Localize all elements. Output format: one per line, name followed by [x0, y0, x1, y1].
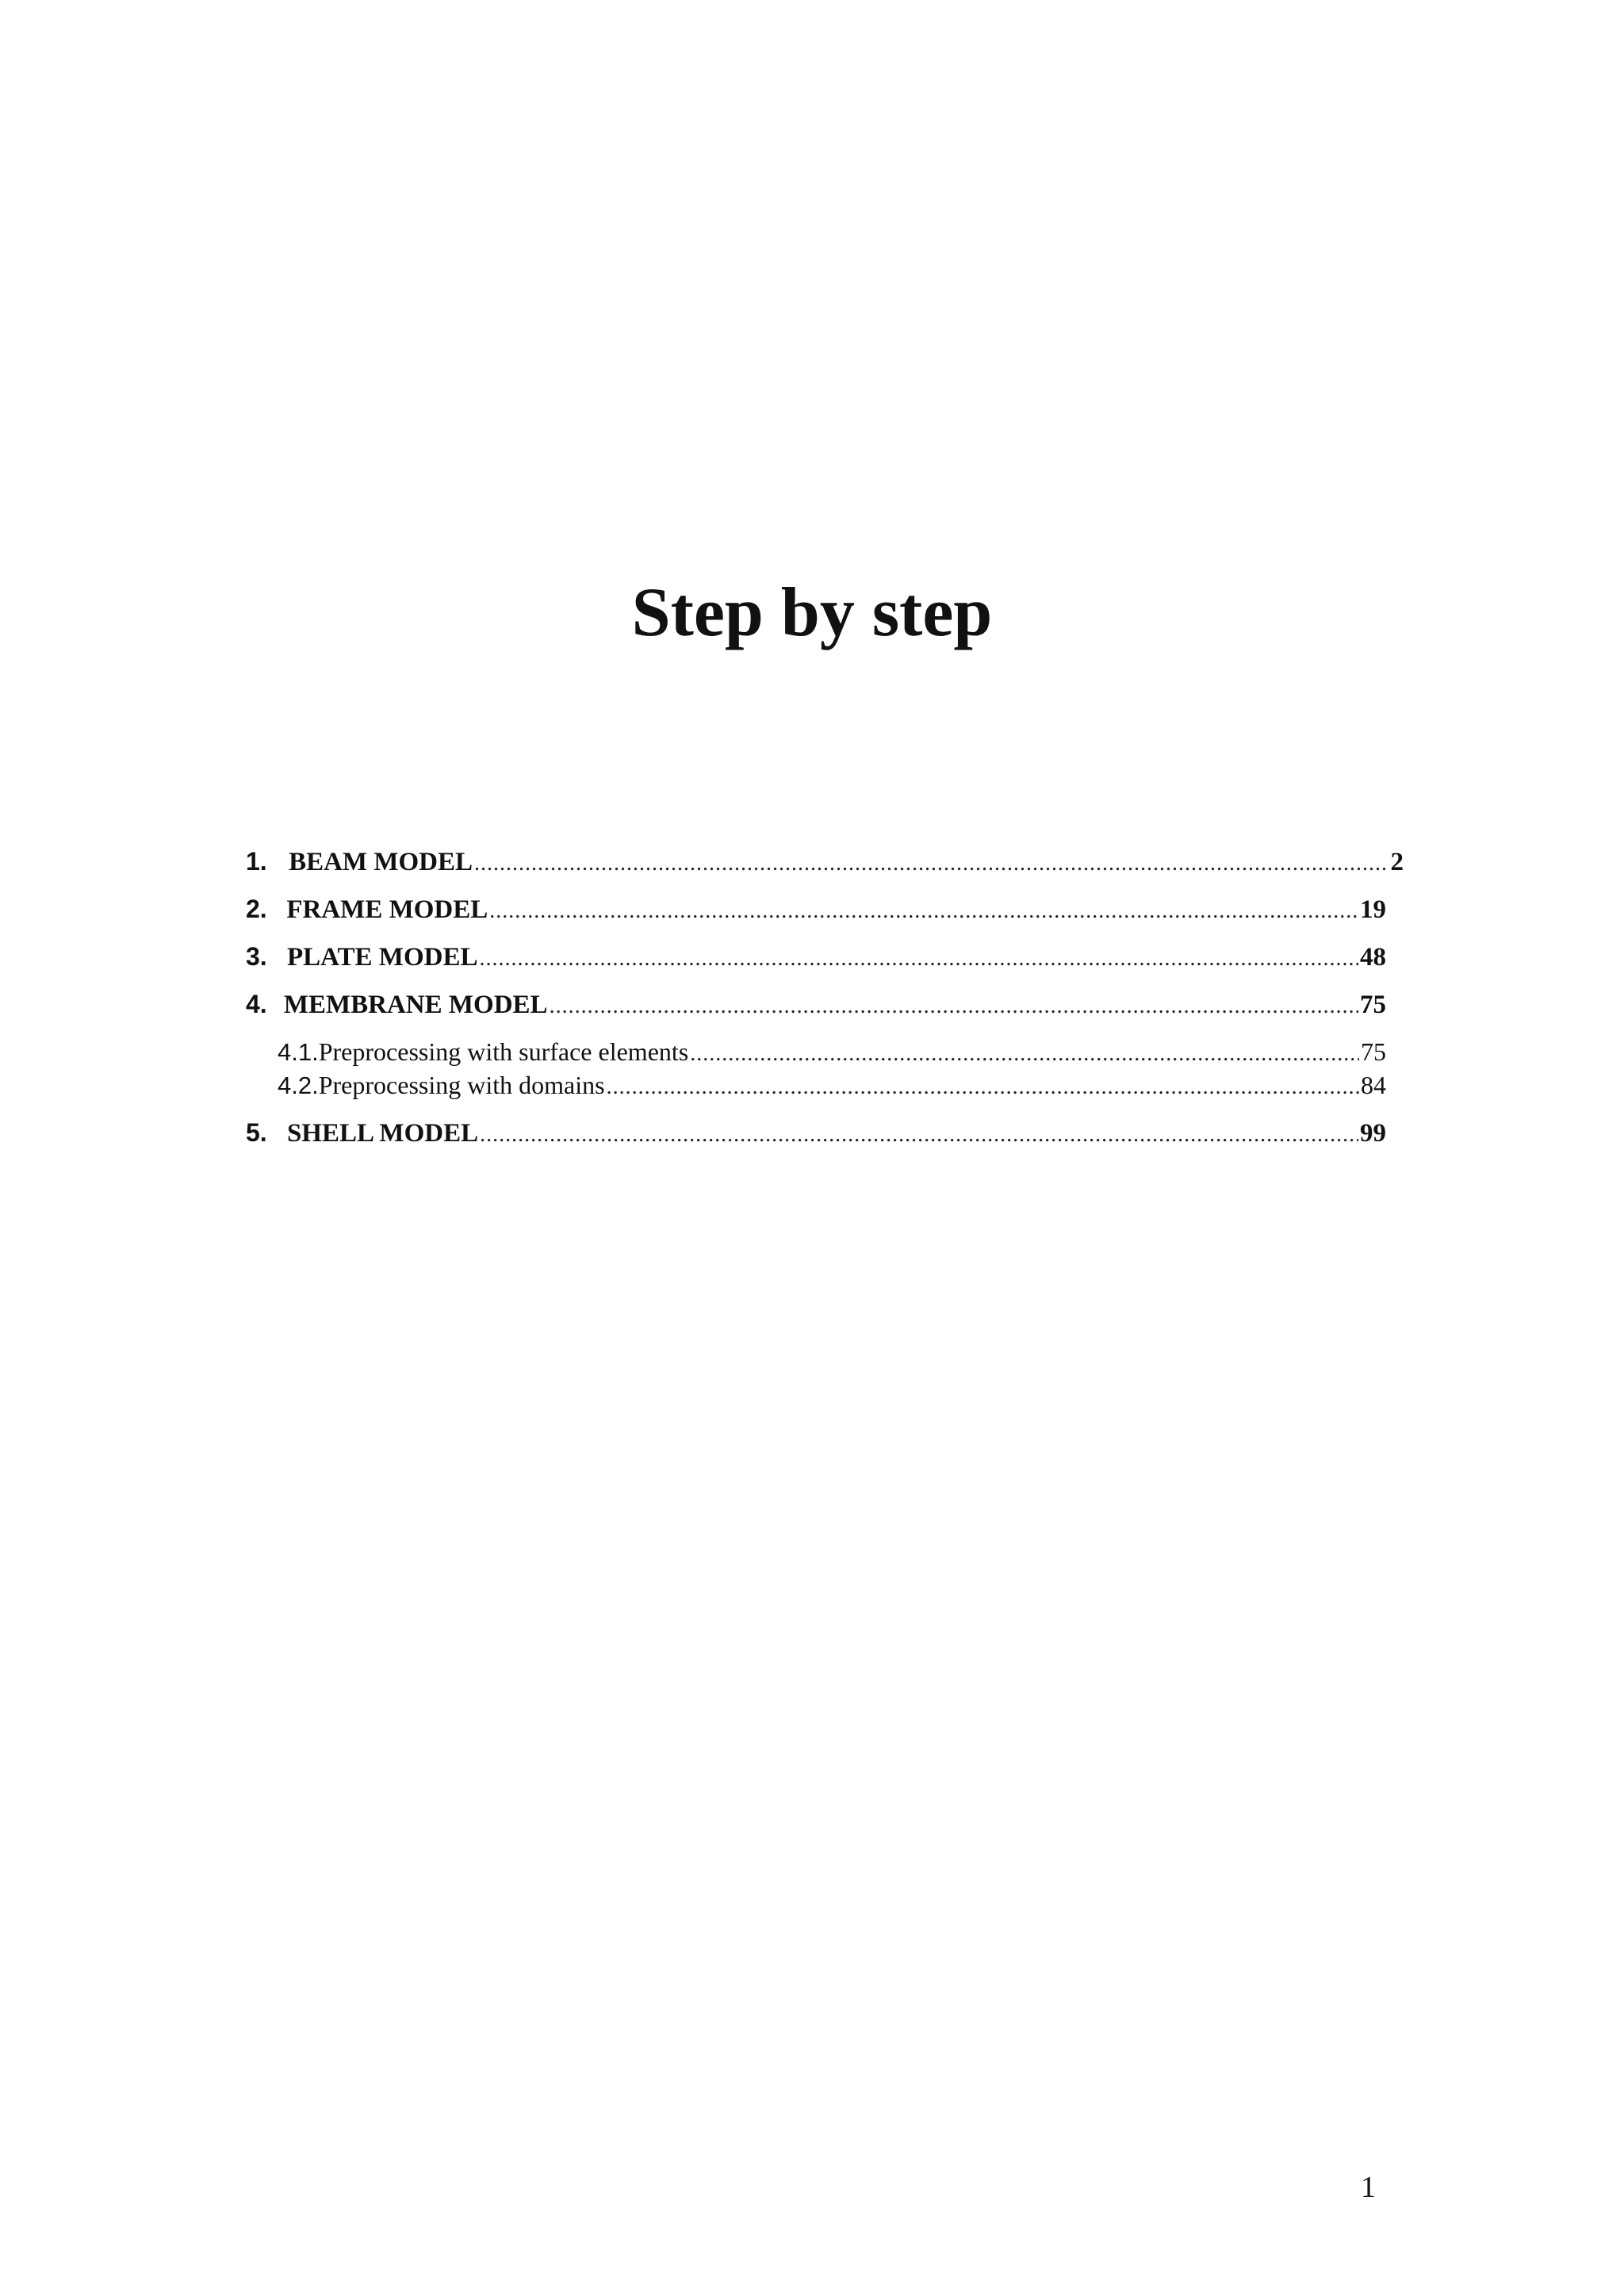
toc-entry-beam-model[interactable]	[246, 847, 1404, 885]
toc-entry-title: SHELL MODEL	[286, 1119, 479, 1148]
toc-entry-title: PLATE MODEL	[286, 943, 478, 972]
toc-entry-page: 19	[1360, 895, 1386, 924]
toc-entry-domains[interactable]	[246, 1071, 1386, 1109]
toc-entry-title: BEAM MODEL	[289, 848, 473, 876]
toc-entry-shell-model[interactable]	[246, 1118, 1386, 1156]
toc-dot-leader	[607, 1075, 1359, 1100]
toc-dot-leader	[479, 946, 1358, 972]
toc-entry-page: 2	[1390, 848, 1404, 876]
toc-entry-page: 75	[1360, 991, 1386, 1019]
toc-dot-leader	[489, 899, 1358, 924]
toc-entry-number: 2.	[246, 895, 267, 923]
toc-entry-title: FRAME MODEL	[286, 895, 488, 924]
toc-entry-title: Preprocessing with surface elements	[318, 1037, 689, 1066]
toc-entry-page: 48	[1360, 943, 1386, 972]
toc-dot-leader	[690, 1041, 1359, 1067]
toc-entry-page: 99	[1360, 1119, 1386, 1148]
toc-entry-number: 5.	[246, 1118, 267, 1147]
page-number: 1	[1361, 2171, 1376, 2204]
document-title: Step by step	[631, 574, 993, 651]
toc-entry-number: 1.	[246, 847, 267, 876]
toc-entry-title: Preprocessing with domains	[318, 1071, 605, 1099]
toc-entry-frame-model[interactable]	[246, 895, 1386, 933]
toc-entry-number: 4.1.	[278, 1038, 319, 1066]
toc-dot-leader	[480, 1122, 1358, 1148]
toc-entry-surface-elements[interactable]	[246, 1037, 1386, 1075]
toc-dot-leader	[550, 994, 1358, 1019]
toc-entry-membrane-model[interactable]	[246, 990, 1386, 1028]
toc-entry-plate-model[interactable]	[246, 942, 1386, 980]
toc-entry-page: 75	[1361, 1037, 1386, 1066]
toc-entry-title: MEMBRANE MODEL	[283, 991, 548, 1019]
toc-entry-number: 4.	[246, 990, 267, 1018]
toc-entry-number: 4.2.	[278, 1071, 319, 1099]
toc-entry-page: 84	[1361, 1071, 1386, 1099]
toc-entry-number: 3.	[246, 942, 267, 971]
toc-dot-leader	[474, 851, 1389, 876]
